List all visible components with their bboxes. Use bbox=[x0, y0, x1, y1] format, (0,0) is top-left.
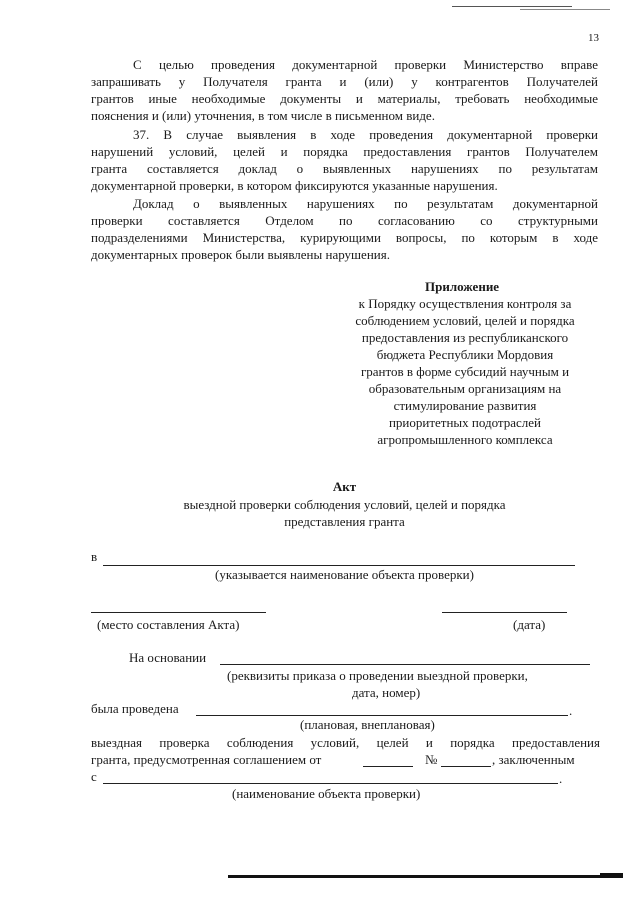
concluded-text: , заключенным bbox=[492, 752, 575, 767]
agreement-text: гранта, предусмотренная соглашением от bbox=[91, 752, 322, 767]
clause37-line-4: документарной проверки, в котором фиксируются указанные нарушения. bbox=[91, 178, 498, 193]
with-prefix: с bbox=[91, 769, 97, 784]
object-hint: (указывается наименование объекта проверки) bbox=[215, 567, 474, 582]
in-prefix: в bbox=[91, 549, 98, 564]
agreement-date-field-line[interactable] bbox=[363, 766, 413, 767]
appendix-line-7: стимулирование развития bbox=[393, 398, 537, 413]
appendix-line-8: приоритетных подотраслей bbox=[388, 415, 542, 430]
basis-field-line[interactable] bbox=[220, 664, 590, 665]
appendix-line-5: грантов в форме субсидий научным и bbox=[360, 364, 570, 379]
clause37-line-2: нарушений условий, целей и порядка предоставления грантов Получателем bbox=[91, 144, 598, 159]
page-number: 13 bbox=[588, 32, 599, 44]
conducted-label: была проведена bbox=[91, 701, 179, 716]
report-line-4: документарных проверок были выявлены нарушения. bbox=[91, 247, 390, 262]
conducted-field-line[interactable] bbox=[196, 715, 568, 716]
scan-mark-bottom bbox=[228, 875, 623, 878]
intro-line-2: запрашивать у Получателя гранта и (или) у контрагентов Получателей bbox=[91, 74, 598, 89]
appendix-line-2: соблюдением условий, целей и порядка bbox=[355, 313, 575, 328]
scan-mark-top-2 bbox=[520, 9, 610, 10]
appendix-line-1: к Порядку осуществления контроля за bbox=[358, 296, 572, 311]
report-line-2: проверки составляется Отделом по согласованию со структурными bbox=[91, 213, 598, 228]
place-field-line[interactable] bbox=[91, 612, 266, 613]
number-sign: № bbox=[425, 752, 438, 767]
report-line-1: Доклад о выявленных нарушениях по результатам документарной bbox=[133, 196, 598, 211]
conducted-dot: . bbox=[569, 703, 573, 718]
with-dot: . bbox=[559, 771, 563, 786]
basis-hint-2: дата, номер) bbox=[352, 685, 421, 700]
intro-line-4: пояснения и (или) уточнения, в том числе в письменном виде. bbox=[91, 108, 435, 123]
appendix-line-3: предоставления из республиканского bbox=[361, 330, 569, 345]
date-field-line[interactable] bbox=[442, 612, 567, 613]
clause37-line-1: 37. В случае выявления в ходе проведения документарной проверки bbox=[133, 127, 598, 142]
appendix-line-4: бюджета Республики Мордовия bbox=[376, 347, 554, 362]
scan-mark-bottom-thick bbox=[600, 873, 623, 878]
basis-label: На основании bbox=[129, 650, 207, 665]
body-line-1: выездная проверка соблюдения условий, целей и порядка предоставления bbox=[91, 735, 600, 750]
appendix-line-6: образовательным организациям на bbox=[368, 381, 562, 396]
act-subtitle-line-2: представления гранта bbox=[284, 514, 405, 529]
act-title: Акт bbox=[332, 479, 357, 494]
with-field-line[interactable] bbox=[103, 783, 558, 784]
act-subtitle-line-1: выездной проверки соблюдения условий, целей и порядка bbox=[183, 497, 506, 512]
place-hint: (место составления Акта) bbox=[97, 617, 240, 632]
conducted-hint: (плановая, внеплановая) bbox=[300, 717, 435, 732]
date-hint: (дата) bbox=[513, 617, 546, 632]
appendix-line-9: агропромышленного комплекса bbox=[377, 432, 553, 447]
scan-mark-top bbox=[452, 6, 572, 7]
with-hint: (наименование объекта проверки) bbox=[232, 786, 421, 801]
report-line-3: подразделениями Министерства, курирующими вопросы, по которым в ходе bbox=[91, 230, 598, 245]
basis-hint-1: (реквизиты приказа о проведении выездной проверки, bbox=[227, 668, 528, 683]
agreement-number-field-line[interactable] bbox=[441, 766, 491, 767]
object-field-line[interactable] bbox=[103, 565, 575, 566]
clause37-line-3: гранта составляется доклад о выявленных нарушениях по результатам bbox=[91, 161, 598, 176]
intro-line-3: грантов иные необходимые документы и материалы, требовать необходимые bbox=[91, 91, 598, 106]
appendix-title: Приложение bbox=[425, 279, 500, 294]
intro-line-1: С целью проведения документарной проверки Министерство вправе bbox=[133, 57, 598, 72]
